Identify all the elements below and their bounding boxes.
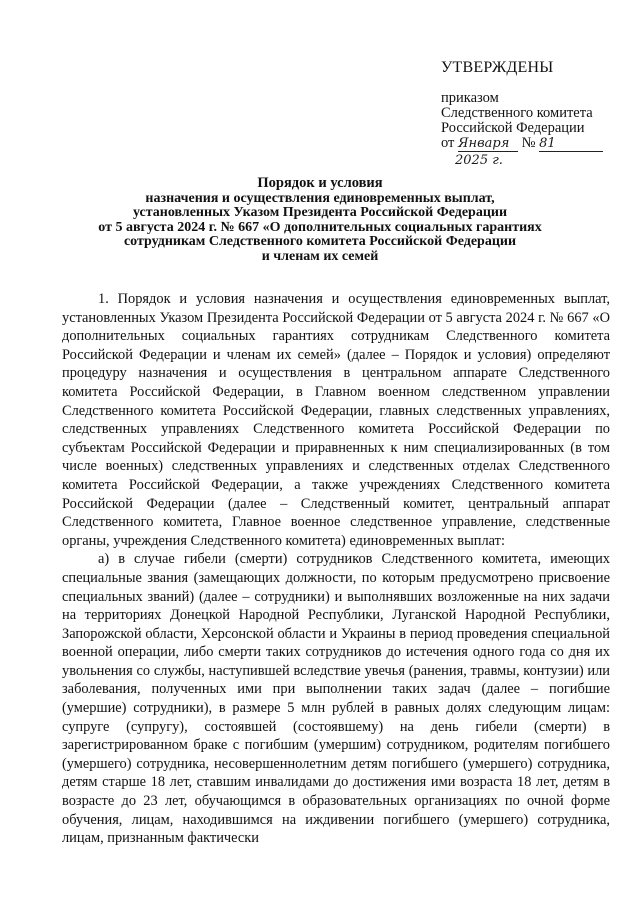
title-line-2: назначения и осуществления единовременных выплат, (145, 190, 495, 206)
approval-header: УТВЕРЖДЕНЫ (441, 59, 554, 76)
handwritten-date: Января (458, 136, 510, 151)
title-line-5: сотрудникам Следственного комитета Российской Федерации (123, 234, 517, 250)
handwritten-number: 81 (539, 136, 556, 151)
title-line-1: Порядок и условия (257, 175, 383, 191)
paragraph-1: 1. Порядок и условия назначения и осуществления единовременных выплат, установленных Указом Президента Российской Федерации от 5 августа 2024 г. № 667 «О дополнительных социальных гарантиях сотрудникам Следственного комитета Российской Федерации и членам их семей» (далее – Порядок и условия) определяют процедуру назначения и осуществления в центральном аппарате Следственного комитета Российской Федерации, в Главном военном следственном управлении Следственного комитета Российской Федерации, главных следственных управлениях, следственных управлениях Следственного комитета Российской Федерации по субъектам Российской Федерации и приравненных к ним специализированных (в том числе военных) следственных управлениях и следственных отделах Следственного комитета Российской Федерации, а также учреждениях Следственного комитета Российской Федерации (далее – Следственный комитет, центральный аппарат Следственного комитета, Главное военное следственное управление, следственные органы, учреждения Следственного комитета) единовременных выплат: (62, 291, 610, 549)
document-title (80, 176, 560, 265)
approval-number-label: № (521, 135, 536, 151)
title-line-6: и членам их семей (261, 248, 379, 264)
handwritten-year: 2025 г. (455, 153, 503, 168)
approval-stamp (441, 60, 631, 168)
title-line-3: установленных Указом Президента Российской Федерации (132, 205, 508, 221)
approval-line-order: приказом (441, 90, 499, 106)
approval-line-federation: Российской Федерации (441, 120, 585, 136)
approval-date-row (441, 136, 631, 152)
title-line-4: от 5 августа 2024 г. № 667 «О дополнительных социальных гарантиях (98, 219, 542, 235)
document-body (62, 290, 610, 848)
approval-line-committee: Следственного комитета (441, 105, 593, 121)
approval-from-label: от (441, 135, 455, 151)
paragraph-1a: а) в случае гибели (смерти) сотрудников Следственного комитета, имеющих специальные звания (замещающих должности, по которым предусмотрено присвоение специальных званий) (далее – сотрудники) и выполнявших возложенные на них задачи на территориях Донецкой Народной Республики, Луганской Народной Республики, Запорожской области, Херсонской области и Украины в период проведения специальной военной операции, либо смерти таких сотрудников до истечения одного года со дня их увольнения со службы, наступившей вследствие увечья (ранения, травмы, контузии) или заболевания, полученных ими при выполнении таких задач (далее – погибшие (умершие) сотрудники), в размере 5 млн рублей в равных долях следующим лицам: супруге (супругу), состоявшей (состоявшему) на день гибели (смерти) в зарегистрированном браке с погибшим (умершим) сотрудником, родителям погибшего (умершего) сотрудника, несовершеннолетним детям погибшего (умершего) сотрудника, детям старше 18 лет, ставшим инвалидами до достижения ими возраста 18 лет, детям в возрасте до 23 лет, обучающимся в образовательных организациях по очной форме обучения, лицам, находившимся на иждивении погибшего (умершего) сотрудника, лицам, признанным фактически (62, 551, 610, 847)
